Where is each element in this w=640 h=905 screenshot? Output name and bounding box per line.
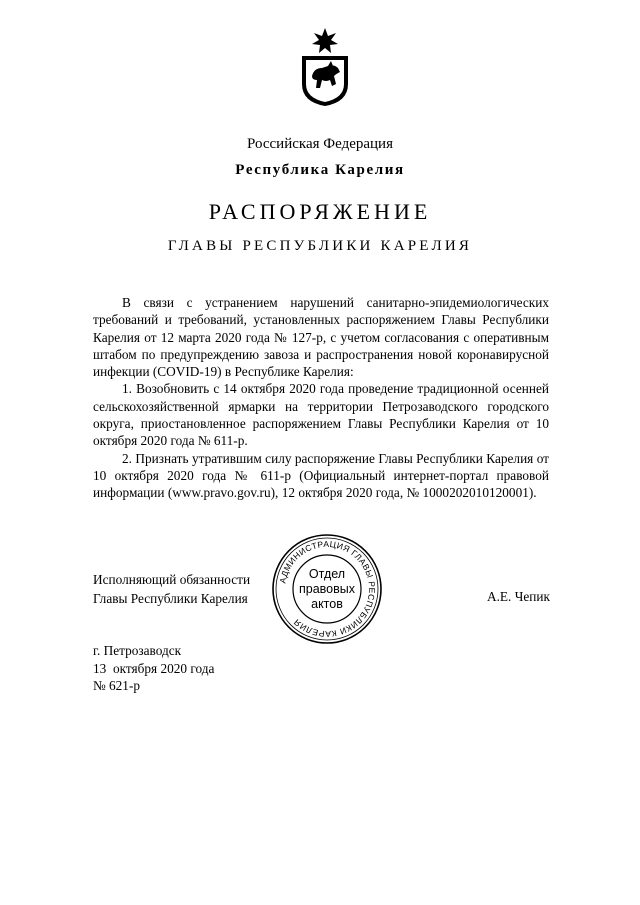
clause-2-paragraph: 2. Признать утратившим силу распоряжение Главы Республики Карелия от 10 октября 2020 года № 611-р (Официальный интернет-портал правовой информации (www.pravo.gov.ru), 12 октября 2020 года, № 1000202010120001). xyxy=(93,450,549,501)
republic-name: Республика Карелия xyxy=(235,162,405,178)
signatory-position-line1: Исполняющий обязанности xyxy=(93,572,251,587)
country-name: Российская Федерация xyxy=(247,136,393,152)
issue-city: г. Петрозаводск xyxy=(93,643,182,658)
document-type-title: РАСПОРЯЖЕНИЕ xyxy=(208,199,432,224)
stamp-ring-text: АДМИНИСТРАЦИЯ ГЛАВЫ РЕСПУБЛИКИ КАРЕЛИЯ xyxy=(277,538,378,640)
preamble-paragraph: В связи с устранением нарушений санитарно-эпидемиологических требований и требований, установленных распоряжением Главы Республики Карелия от 12 марта 2020 года № 127-р, с учетом согласования с оперативным штабом по предупреждению завоза и распространения новой коронавирусной инфекции (COVID-19) в Республике Карелия: xyxy=(93,295,549,380)
official-stamp xyxy=(271,533,383,645)
stamp-center-line1: Отдел xyxy=(308,567,346,581)
signatory-name: А.Е. Чепик xyxy=(487,589,550,604)
document-issuer: ГЛАВЫ РЕСПУБЛИКИ КАРЕЛИЯ xyxy=(167,238,473,254)
issue-date: 13 октября 2020 года xyxy=(93,660,215,676)
signatory-position xyxy=(93,570,250,608)
document-body xyxy=(93,294,549,502)
document-number: № 621-р xyxy=(93,678,141,693)
stamp-center-line2: правовых xyxy=(299,582,355,596)
signatory-position-line2: Главы Республики Карелия xyxy=(93,591,248,606)
coat-of-arms-emblem xyxy=(298,26,352,108)
clause-1-paragraph: 1. Возобновить с 14 октября 2020 года проведение традиционной осенней сельскохозяйственной ярмарки на территории Петрозаводского городского округа, приостановленное распоряжением Главы Республики Карелия от 10 октября 2020 года № 611-р. xyxy=(93,381,549,449)
stamp-center-line3: актов xyxy=(311,597,343,611)
document-footer xyxy=(93,642,214,695)
